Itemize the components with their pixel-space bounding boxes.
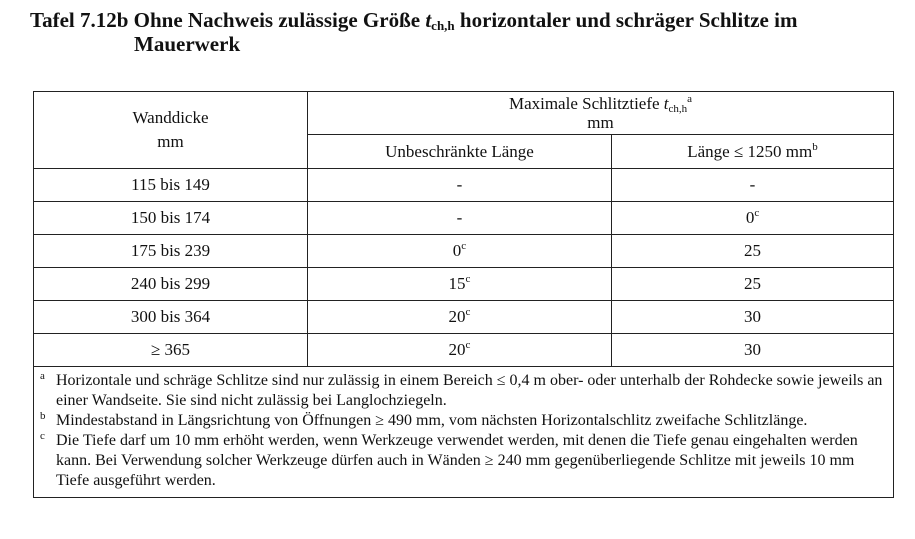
- table-row: [34, 334, 894, 367]
- cell-unlimited: [308, 169, 612, 202]
- cell-wall-thickness: ≥ 365: [34, 334, 308, 367]
- header-footnote-mark-b: b: [812, 140, 818, 153]
- title-symbol-subscript: ch,h: [431, 18, 455, 33]
- footnote-a: [40, 371, 887, 411]
- cell-value: 20: [448, 340, 466, 359]
- cell-limited: [612, 202, 894, 235]
- table-row: [34, 235, 894, 268]
- cell-limited: [612, 268, 894, 301]
- cell-value: -: [456, 208, 463, 227]
- cell-value: 15: [448, 274, 466, 293]
- cell-value: 20: [448, 307, 466, 326]
- header-limited-length: [612, 135, 894, 169]
- cell-value: 30: [744, 340, 761, 359]
- cell-wall-thickness: 115 bis 149: [34, 169, 308, 202]
- title-suffix: horizontaler und schräger Schlitze im: [454, 8, 798, 32]
- header-unlimited-length: [308, 135, 612, 169]
- footnote-c: [40, 431, 887, 491]
- slot-depth-table: [33, 91, 894, 498]
- table-title: [30, 8, 890, 56]
- header-symbol: t: [663, 94, 669, 113]
- footnotes-row: [34, 367, 894, 498]
- header-limited-length-label: Länge ≤ 1250 mm: [687, 141, 813, 161]
- cell-wall-thickness: 300 bis 364: [34, 301, 308, 334]
- cell-footnote-mark: c: [465, 339, 471, 351]
- header-max-slot-depth-label: Maximale Schlitztiefe: [508, 94, 664, 113]
- cell-value: -: [749, 175, 756, 194]
- footnote-mark: a: [40, 370, 45, 382]
- footnote-b: [40, 411, 887, 431]
- header-max-slot-depth: [308, 92, 894, 135]
- cell-value: 0: [452, 241, 462, 260]
- header-symbol-subscript: ch,h: [668, 103, 688, 115]
- cell-unlimited: [308, 235, 612, 268]
- title-prefix: Tafel 7.12b Ohne Nachweis zulässige Größe: [30, 8, 426, 32]
- table-row: [34, 202, 894, 235]
- cell-wall-thickness: 175 bis 239: [34, 235, 308, 268]
- cell-footnote-mark: c: [754, 207, 760, 219]
- cell-value: 25: [744, 241, 761, 260]
- cell-limited: [612, 301, 894, 334]
- header-unlimited-length-label: Unbeschränkte Länge: [385, 141, 534, 161]
- cell-footnote-mark: c: [465, 306, 471, 318]
- header-wall-thickness-unit: mm: [157, 132, 184, 151]
- cell-unlimited: [308, 334, 612, 367]
- header-footnote-mark-a: a: [687, 93, 693, 105]
- footnote-text: Horizontale und schräge Schlitze sind nur zulässig in einem Bereich ≤ 0,4 m ober- oder unterhalb der Rohdecke sowie jeweils an einer Wandseite. Sie sind nicht zulässig bei Langlochziegeln.: [56, 372, 883, 409]
- header-row-1: [34, 92, 894, 135]
- cell-limited: [612, 235, 894, 268]
- cell-value: -: [456, 175, 463, 194]
- header-max-slot-depth-line1: [308, 94, 893, 113]
- cell-value: 30: [744, 307, 761, 326]
- cell-unlimited: [308, 202, 612, 235]
- cell-wall-thickness: 150 bis 174: [34, 202, 308, 235]
- footnote-text: Mindestabstand in Längsrichtung von Öffnungen ≥ 490 mm, vom nächsten Horizontalschlitz zweifache Schlitzlänge.: [56, 412, 808, 429]
- footnote-text: Die Tiefe darf um 10 mm erhöht werden, wenn Werkzeuge verwendet werden, mit denen die Tiefe genau eingehalten werden kann. Bei Verwendung solcher Werkzeuge dürfen auch in Wänden ≥ 240 mm gegenüberliegende Schlitze mit jeweils 10 mm Tiefe ausgeführt werden.: [56, 432, 858, 489]
- footnotes: [34, 367, 894, 498]
- header-max-slot-depth-unit: mm: [587, 113, 614, 132]
- cell-footnote-mark: c: [465, 273, 471, 285]
- footnote-mark: c: [40, 430, 45, 442]
- header-wall-thickness-label: Wanddicke: [132, 108, 209, 127]
- cell-footnote-mark: c: [461, 240, 467, 252]
- title-line2: Mauerwerk: [134, 32, 241, 56]
- cell-value: 0: [745, 208, 755, 227]
- cell-limited: [612, 334, 894, 367]
- cell-wall-thickness: 240 bis 299: [34, 268, 308, 301]
- header-wall-thickness: [34, 92, 308, 169]
- title-symbol: t: [425, 8, 432, 32]
- cell-unlimited: [308, 301, 612, 334]
- table-row: [34, 301, 894, 334]
- cell-limited: [612, 169, 894, 202]
- cell-value: 25: [744, 274, 761, 293]
- table-row: [34, 169, 894, 202]
- table-row: [34, 268, 894, 301]
- cell-unlimited: [308, 268, 612, 301]
- footnote-mark: b: [40, 410, 46, 422]
